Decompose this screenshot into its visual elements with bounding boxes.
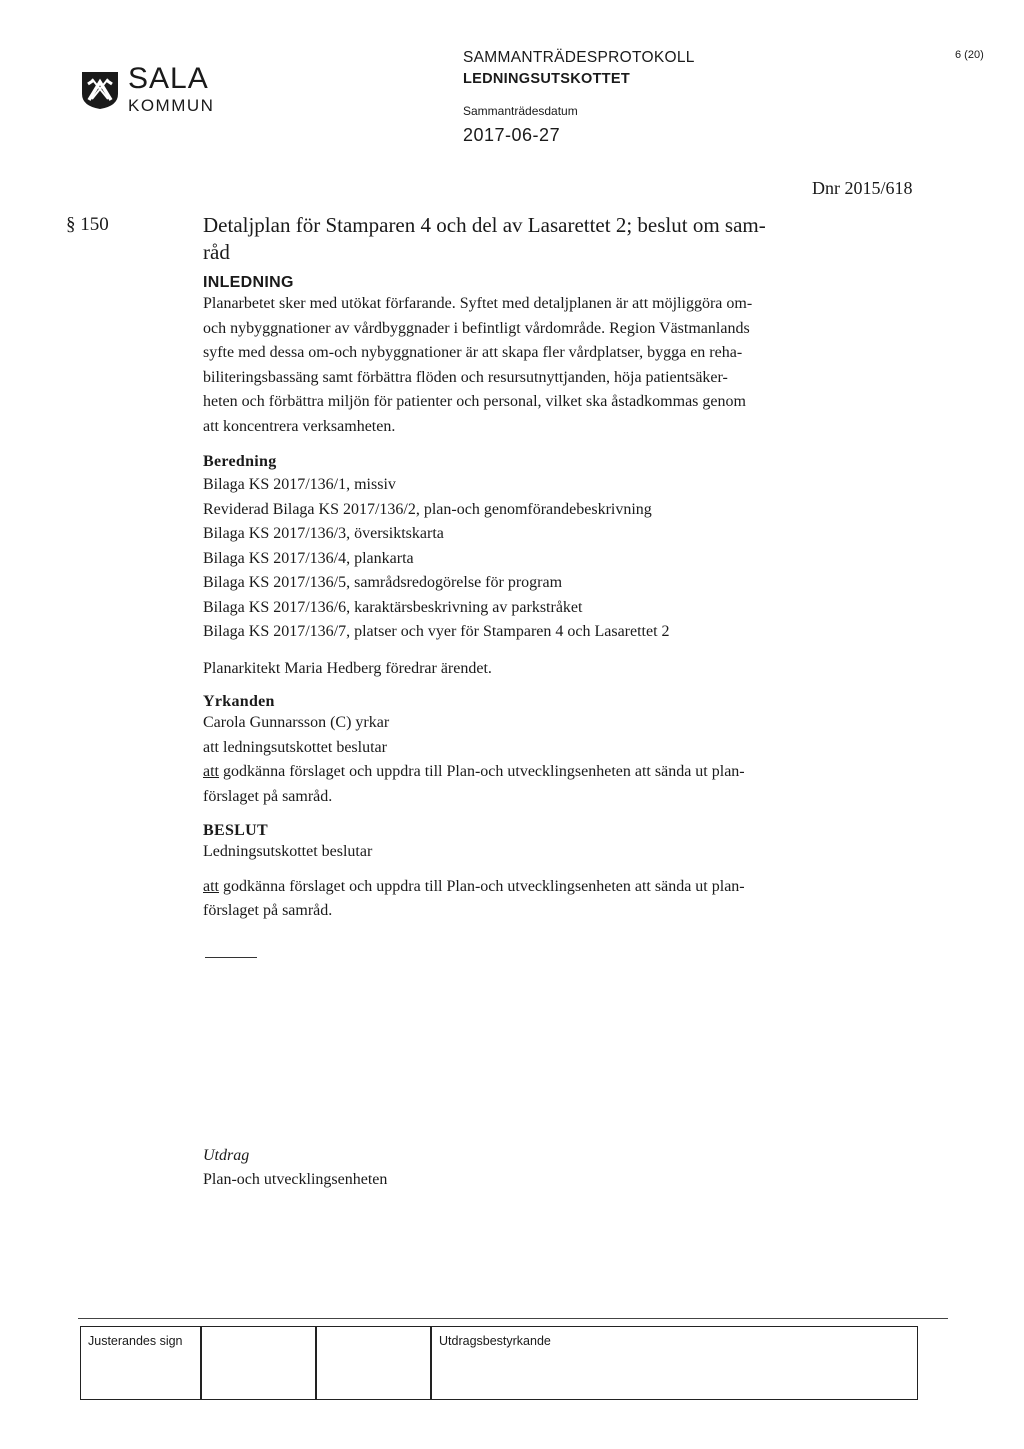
- text-line: förslaget på samråd.: [203, 902, 333, 919]
- list-item: Bilaga KS 2017/136/7, platser och vyer för Stamparen 4 och Lasarettet 2: [203, 623, 670, 640]
- beredning-section: [203, 453, 903, 681]
- paragraph-heading: [203, 212, 903, 266]
- text-line: Planarbetet sker med utökat förfarande. Syftet med detaljplanen är att möjliggöra om-: [203, 295, 753, 312]
- logo-sub: KOMMUN: [128, 96, 215, 115]
- text-span: godkänna förslaget och uppdra till Plan-och utvecklingsenheten att sända ut plan-: [219, 877, 745, 895]
- sala-crest-icon: [80, 70, 120, 110]
- presenter-line: Planarkitekt Maria Hedberg föredrar ärendet.: [203, 659, 492, 677]
- utdragsbestyrkande-box: [430, 1326, 918, 1400]
- diary-number: Dnr 2015/618: [812, 178, 913, 198]
- logo-name: SALA: [128, 62, 209, 95]
- heading-line: råd: [203, 240, 230, 264]
- yrkanden-section: [203, 693, 903, 809]
- inledning-text: [203, 292, 903, 439]
- sign-box-3: [315, 1326, 432, 1400]
- date-label: Sammanträdesdatum: [463, 104, 578, 118]
- text-line: biliteringsbassäng samt förbättra flöden och resursutnyttjanden, höja patientsäker-: [203, 368, 728, 386]
- text-line: att koncentrera verksamheten.: [203, 417, 396, 435]
- beredning-title: Beredning: [203, 453, 277, 470]
- text-line: Carola Gunnarsson (C) yrkar: [203, 714, 390, 731]
- sign-box-2: [200, 1326, 317, 1400]
- text-line: heten och förbättra miljön för patienter och personal, vilket ska åstadkommas genom: [203, 393, 746, 410]
- separator: [205, 957, 257, 958]
- list-item: Bilaga KS 2017/136/6, karaktärsbeskrivning av parkstråket: [203, 598, 583, 616]
- list-item: Bilaga KS 2017/136/4, plankarta: [203, 549, 414, 567]
- text-line: och nybyggnationer av vårdbyggnader i befintligt vårdområde. Region Västmanlands: [203, 319, 750, 337]
- utdragsbestyrkande-label: Utdragsbestyrkande: [439, 1334, 551, 1348]
- list-item: Bilaga KS 2017/136/3, översiktskarta: [203, 525, 444, 542]
- utdrag-recipient: Plan-och utvecklingsenheten: [203, 1171, 388, 1188]
- beslut-title: BESLUT: [203, 822, 268, 839]
- list-item: Reviderad Bilaga KS 2017/136/2, plan-och genomförandebeskrivning: [203, 500, 652, 518]
- paragraph-number: § 150: [66, 214, 109, 235]
- beslut-section: [203, 822, 903, 924]
- heading-line: Detaljplan för Stamparen 4 och del av Lasarettet 2; beslut om sam-: [203, 213, 766, 237]
- footer-rule: [78, 1318, 948, 1319]
- att-word: att: [203, 763, 219, 780]
- inledning-section: [203, 274, 903, 439]
- text-line: syfte med dessa om-och nybyggnationer är att skapa fler vårdplatser, bygga en reha-: [203, 344, 743, 361]
- page-number: 6 (20): [955, 49, 984, 61]
- utdrag-label: Utdrag: [203, 1147, 250, 1164]
- beredning-list: [203, 473, 903, 645]
- meeting-date: 2017-06-27: [463, 125, 561, 145]
- doc-title: SAMMANTRÄDESPROTOKOLL: [463, 49, 695, 66]
- yrkanden-title: Yrkanden: [203, 693, 275, 710]
- beslut-text: [203, 840, 903, 924]
- inledning-title: INLEDNING: [203, 274, 294, 291]
- text-line: [203, 875, 903, 900]
- text-line: Ledningsutskottet beslutar: [203, 843, 373, 860]
- yrkanden-text: [203, 711, 903, 809]
- list-item: Bilaga KS 2017/136/1, missiv: [203, 476, 396, 493]
- list-item: Bilaga KS 2017/136/5, samrådsredogörelse för program: [203, 574, 563, 591]
- justerandes-label: Justerandes sign: [88, 1334, 183, 1348]
- board-name: LEDNINGSUTSKOTTET: [463, 71, 631, 87]
- att-word: att: [203, 877, 219, 895]
- text-line: [203, 760, 903, 785]
- text-line: att ledningsutskottet beslutar: [203, 738, 387, 756]
- justerandes-sign-box: [80, 1326, 202, 1400]
- text-span: godkänna förslaget och uppdra till Plan-och utvecklingsenheten att sända ut plan-: [219, 763, 745, 780]
- text-line: förslaget på samråd.: [203, 787, 333, 805]
